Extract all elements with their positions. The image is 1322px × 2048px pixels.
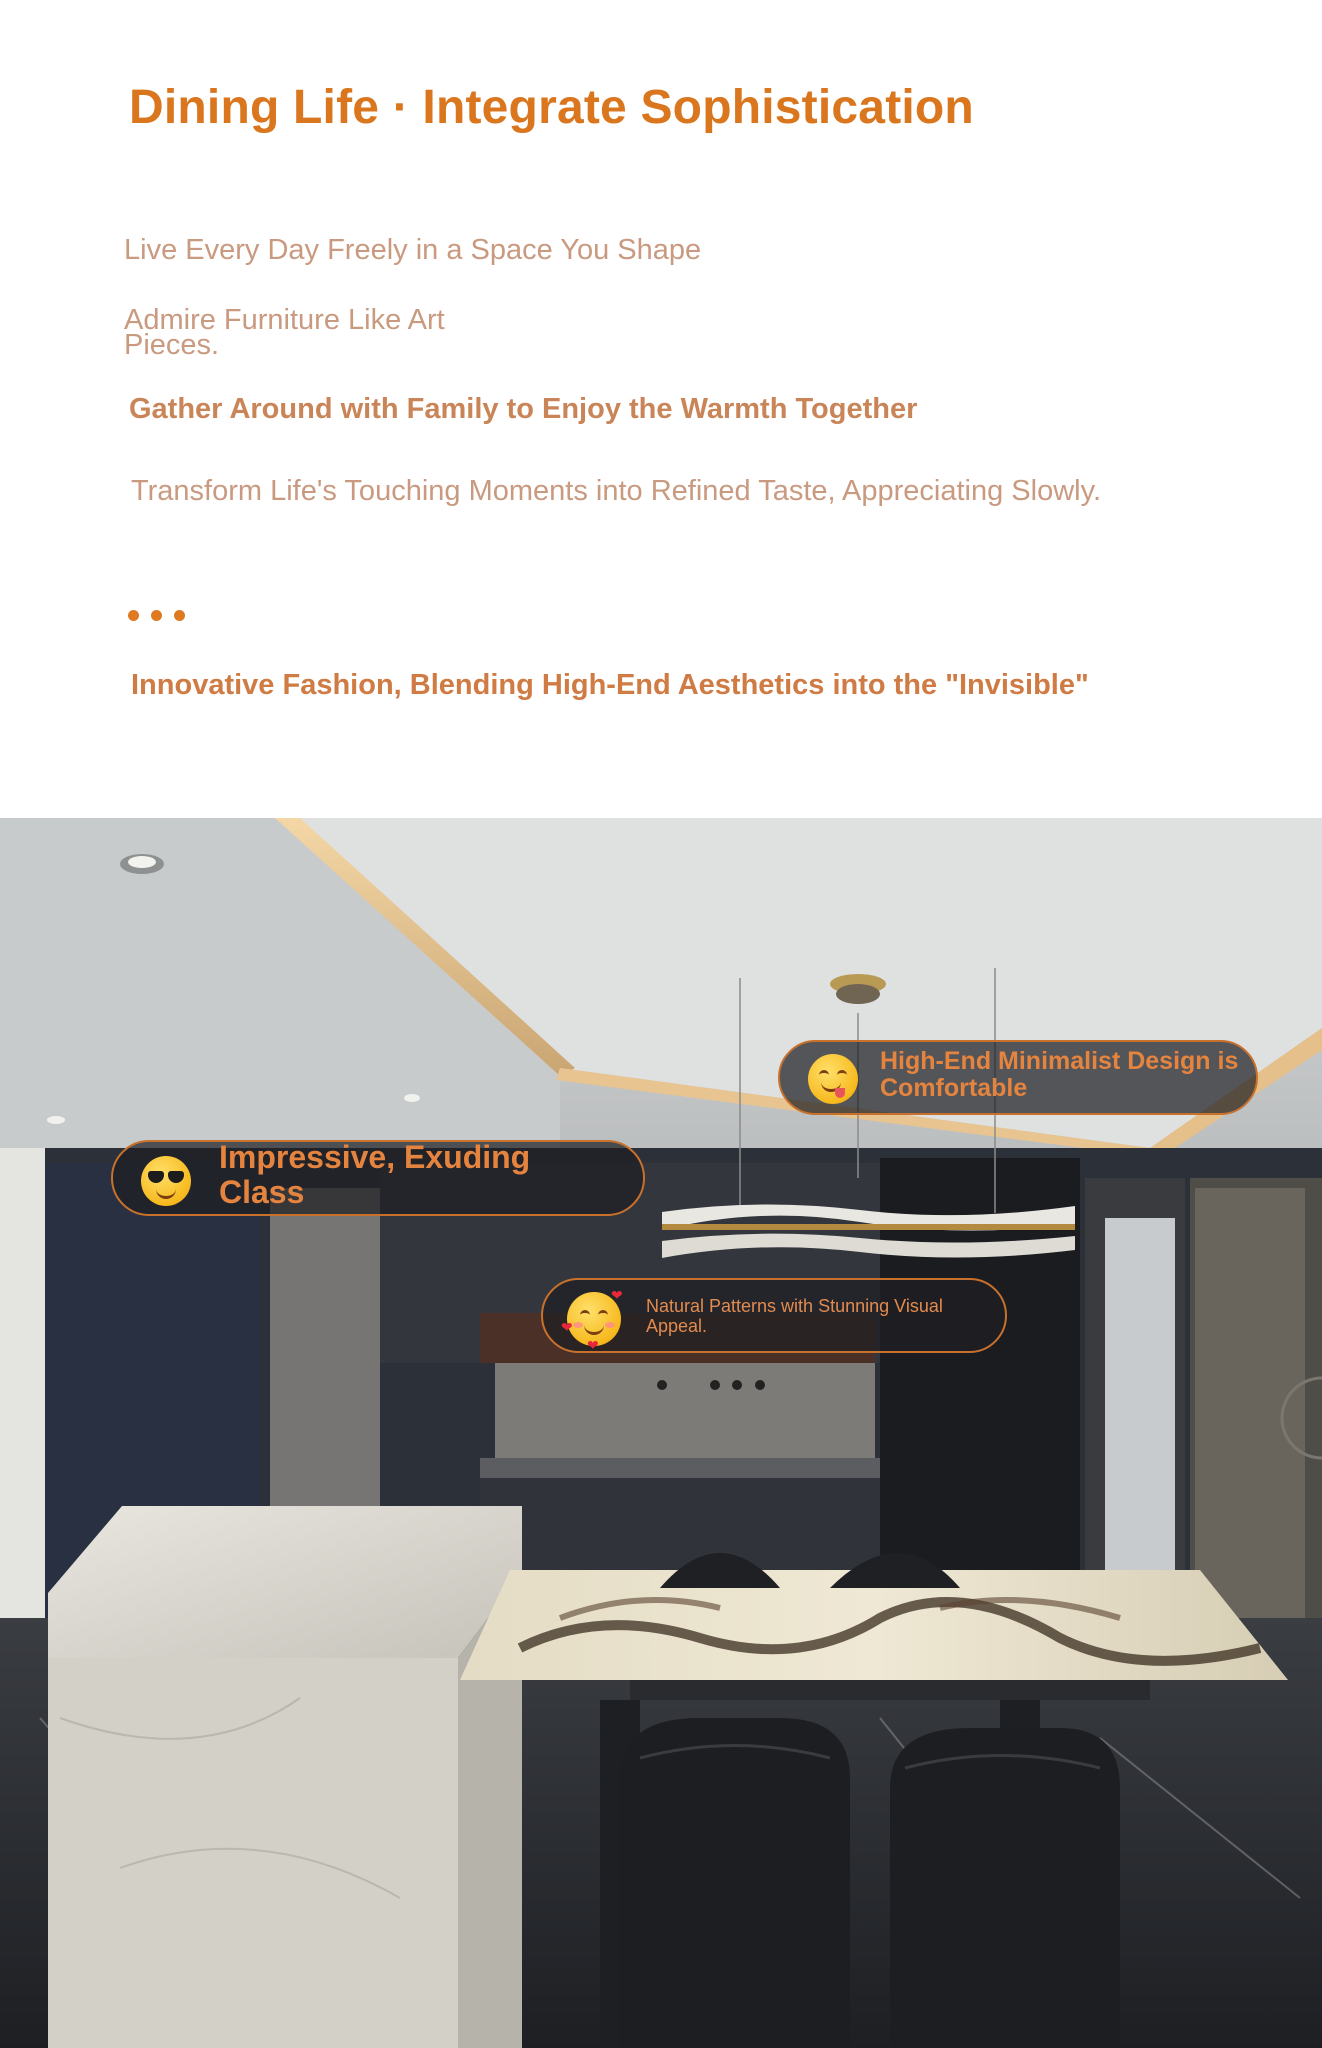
ellipsis-dots-icon <box>128 610 185 621</box>
cool-sunglasses-emoji-icon <box>141 1156 191 1206</box>
page-title: Dining Life · Integrate Sophistication <box>129 81 974 134</box>
tagline-family: Gather Around with Family to Enjoy the Warmth Together <box>129 393 918 425</box>
callout-natural-patterns <box>541 1278 1007 1353</box>
smiling-face-hearts-emoji-icon: ❤ ❤ ❤ <box>561 1287 623 1353</box>
tagline-space: Live Every Day Freely in a Space You Shape <box>124 234 702 266</box>
callout-minimalist-design <box>778 1040 1258 1115</box>
intro-text-section <box>0 0 1322 818</box>
callout-text: Impressive, Exuding Class <box>219 1139 531 1211</box>
tagline-moments: Transform Life's Touching Moments into Refined Taste, Appreciating Slowly. <box>131 475 1101 507</box>
tagline-fashion: Innovative Fashion, Blending High-End Aesthetics into the "Invisible" <box>131 669 1089 701</box>
yum-face-emoji-icon <box>808 1054 858 1104</box>
tagline-furniture: Admire Furniture Like Art Pieces. <box>124 304 445 361</box>
callout-text: Natural Patterns with Stunning Visual Appeal. <box>646 1296 943 1336</box>
callout-impressive-class <box>111 1140 645 1216</box>
dining-room-photo <box>0 818 1322 2048</box>
callout-text: High-End Minimalist Design is Comfortable <box>880 1047 1239 1102</box>
